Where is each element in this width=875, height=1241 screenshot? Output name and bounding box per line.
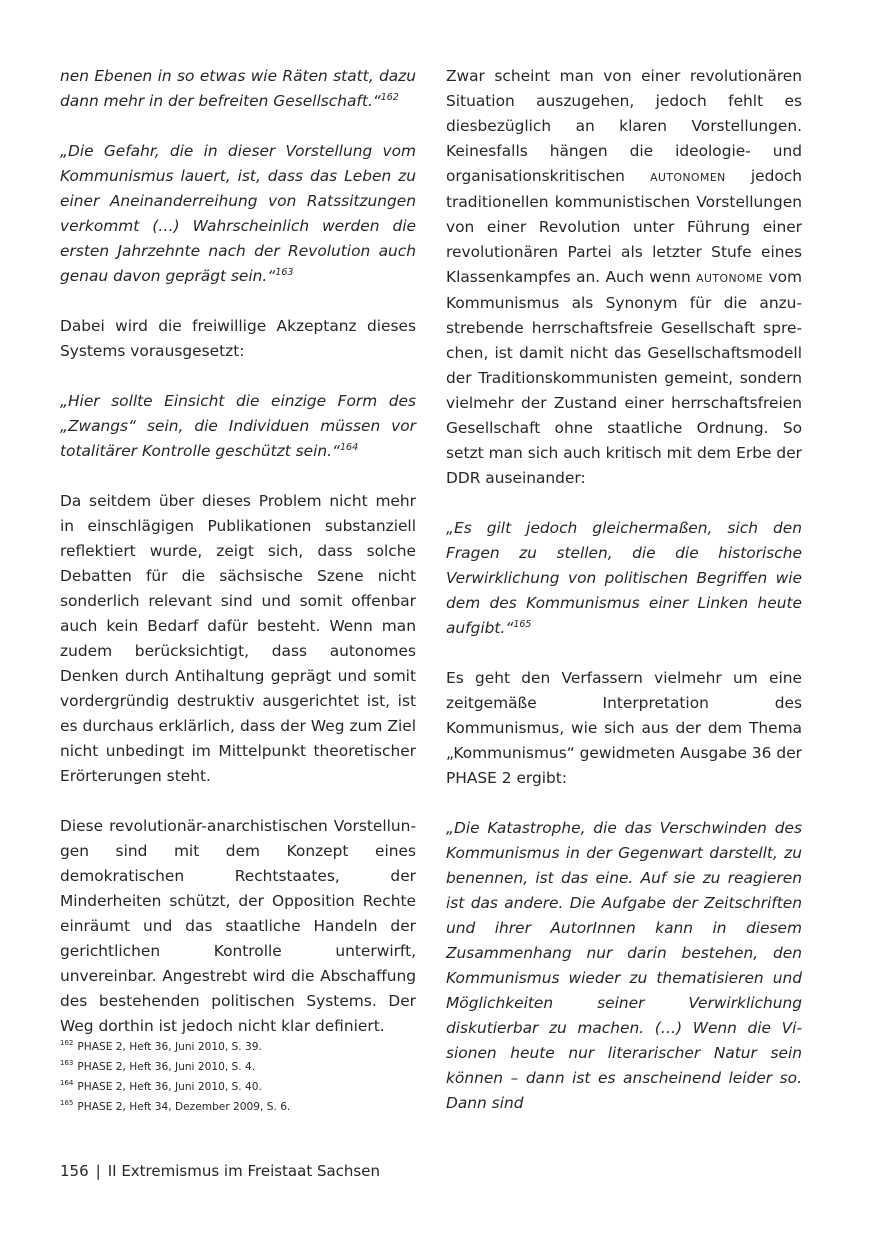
chapter-title: II Extremismus im Freistaat Sachsen [107, 1162, 380, 1180]
footnote-ref-165[interactable]: 165 [513, 618, 532, 630]
footnote-ref-162[interactable]: 162 [380, 91, 399, 103]
quote-catastrophe: „Die Katastrophe, die das Verschwinden des Kommunismus in der Gegenwart darstellt, zu benennen, ist das eine. Auf sie zu reagieren ist das andere. Die Aufgabe der Zeitschriften und ihrer AutorInnen kann in diesem Zusammenhang nur darin bestehen, den Kommunismus wieder zu thematisieren und Möglichkeiten seiner Verwirklichung diskutierbar zu machen. (…) Wenn die Visionen heute nur literarischer Natur sein können – dann ist es anscheinend leider so. Dann sind [446, 819, 802, 1112]
left-column [60, 64, 416, 1064]
footnote-165: $^{165}$ PHASE 2, Heft 34, Dezember 2009, S. 6. [60, 1099, 291, 1113]
footnote-162: $^{162}$ PHASE 2, Heft 36, Juni 2010, S. 39. [60, 1039, 262, 1053]
right-column [446, 64, 802, 1141]
footer-separator: | [95, 1162, 101, 1180]
quote-historical-realization: „Es gilt jedoch gleichermaßen, sich den Fragen zu stellen, die die historische Verwirklichung von politischen Begriffen wie dem des Kommunismus einer Linken heute aufgibt.“$^{165}$ [446, 519, 802, 637]
quote-continuation: nen Ebenen in so etwas wie Räten statt, dazu dann mehr in der befreiten Gesellschaft.“$^{162}$ [60, 67, 416, 110]
paragraph-revolutionary-anarchist: Diese revolutionär-anarchistischen Vorstellungen sind mit dem Konzept eines demokratischen Rechtstaates, der Minderheiten schützt, der Opposition Rechte einräumt und das staatliche Handeln der gerichtlichen Kontrolle unterwirft, unvereinbar. Angestrebt wird die Abschaffung des bestehenden politischen Systems. Der Weg dorthin ist jedoch nicht klar definiert. [60, 817, 416, 1035]
page-footer [60, 1162, 380, 1180]
footnote-ref-164[interactable]: 164 [340, 441, 359, 453]
footnote-164: $^{164}$ PHASE 2, Heft 36, Juni 2010, S. 40. [60, 1079, 262, 1093]
small-caps-autonomen: AUTONOMEN [650, 171, 726, 184]
paragraph-debate-relevance: Da seitdem über dieses Problem nicht mehr in einschlägigen Publikationen substanziell reflektiert wurde, zeigt sich, dass solche Debatten für die sächsische Szene nicht sonderlich relevant sind und somit offenbar auch kein Bedarf dafür besteht. Wenn man zudem berücksichtigt, dass autonomes Denken durch Antihaltung geprägt und somit vordergründig destruktiv ausgerichtet ist, ist es durchaus erklärlich, dass der Weg zum Ziel nicht unbedingt im Mittelpunkt theoretischer Erörterungen steht. [60, 492, 416, 785]
quote-danger-council-meetings: „Die Gefahr, die in dieser Vorstellung vom Kommunismus lauert, ist, dass das Leben zu einer Aneinanderreihung von Ratssitzungen verkommt (…) Wahrscheinlich werden die ersten Jahrzehnte nach der Revolution auch genau davon geprägt sein.“$^{163}$ [60, 142, 416, 285]
small-caps-autonome: AUTONOME [696, 272, 764, 285]
paragraph-voluntary-acceptance: Dabei wird die freiwillige Akzeptanz dieses Systems vorausgesetzt: [60, 317, 416, 360]
page-number: 156 [60, 1162, 89, 1180]
paragraph-contemporary-interpretation: Es geht den Verfassern vielmehr um eine zeitgemäße Interpretation des Kommunismus, wie sich aus der dem Thema „Kommunismus“ gewidmeten Ausgabe 36 der PHASE 2 ergibt: [446, 669, 802, 787]
paragraph-revolutionary-situation: Zwar scheint man von einer revolutionären Situation auszugehen, jedoch fehlt es diesbezüglich an klaren Vorstellungen. Keinesfalls hängen die ideologie- und organisationskritischen AUTONOMEN jedoch traditionellen kommunistischen Vorstellungen von einer Revolution unter Führung einer revolutionären Partei als letzter Stufe eines Klassenkampfes an. Auch wenn AUTONOME vom Kommunismus als Synonym für die anzustrebende herrschaftsfreie Gesellschaft sprechen, ist damit nicht das Gesellschaftsmodell der Traditionskommunisten gemeint, sondern vielmehr der Zustand einer herrschaftsfreien Gesellschaft ohne staatliche Ordnung. So setzt man sich auch kritisch mit dem Erbe der DDR auseinander: [446, 67, 802, 487]
footnote-ref-163[interactable]: 163 [275, 266, 294, 278]
footnotes [60, 1037, 480, 1117]
quote-insight-coercion: „Hier sollte Einsicht die einzige Form des „Zwangs“ sein, die Individuen müssen vor totalitärer Kontrolle geschützt sein.“$^{164}$ [60, 392, 416, 460]
footnote-163: $^{163}$ PHASE 2, Heft 36, Juni 2010, S. 4. [60, 1059, 256, 1073]
